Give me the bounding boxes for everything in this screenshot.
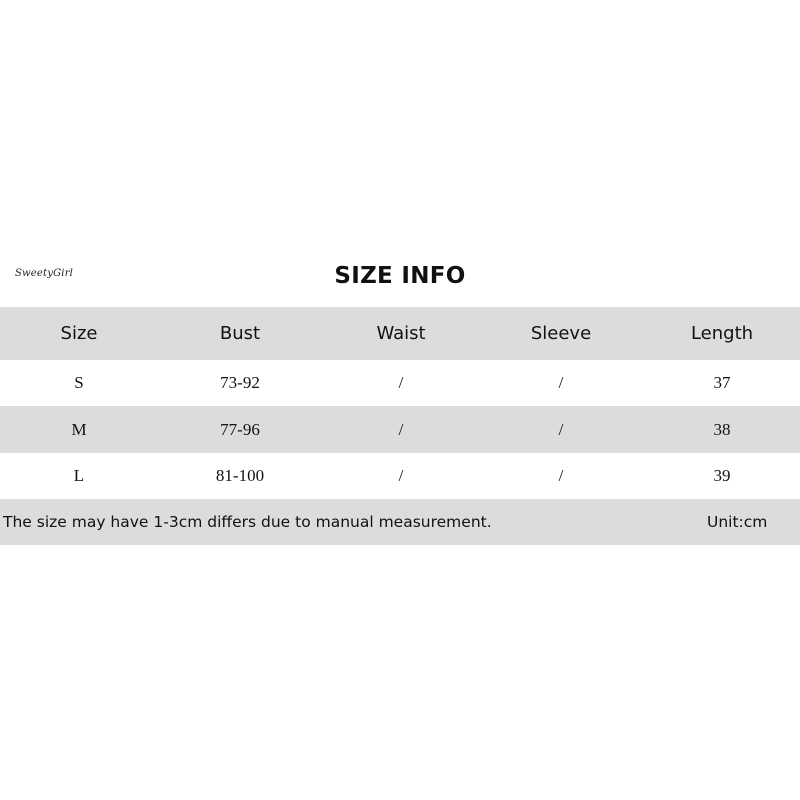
size-table-footer bbox=[0, 499, 800, 545]
cell-waist: / bbox=[398, 373, 404, 392]
cell-length: 38 bbox=[713, 419, 731, 439]
header-bust: Bust bbox=[219, 323, 261, 344]
cell-size: L bbox=[73, 466, 85, 485]
cell-size: M bbox=[71, 419, 87, 439]
cell-bust: 77-96 bbox=[220, 419, 260, 439]
cell-bust: 73-92 bbox=[220, 373, 260, 392]
cell-sleeve: / bbox=[558, 466, 564, 485]
cell-length: 39 bbox=[713, 466, 731, 485]
cell-size: S bbox=[74, 373, 84, 392]
table-row bbox=[0, 360, 800, 406]
cell-length: 37 bbox=[713, 373, 731, 392]
cell-waist: / bbox=[398, 466, 404, 485]
brand-logo: SweetyGirl bbox=[15, 268, 74, 279]
header-size: Size bbox=[60, 323, 98, 344]
page-title: SIZE INFO bbox=[334, 263, 466, 289]
table-row bbox=[0, 406, 800, 453]
measurement-note: The size may have 1-3cm differs due to manual measurement. bbox=[3, 513, 492, 531]
cell-bust: 81-100 bbox=[215, 466, 265, 485]
cell-sleeve: / bbox=[558, 419, 564, 439]
header-waist: Waist bbox=[376, 323, 426, 344]
size-table-header bbox=[0, 307, 800, 360]
table-row bbox=[0, 453, 800, 499]
cell-waist: / bbox=[398, 419, 404, 439]
header-sleeve: Sleeve bbox=[530, 323, 592, 344]
unit-label: Unit:cm bbox=[707, 513, 768, 531]
header-length: Length bbox=[690, 323, 754, 344]
cell-sleeve: / bbox=[558, 373, 564, 392]
